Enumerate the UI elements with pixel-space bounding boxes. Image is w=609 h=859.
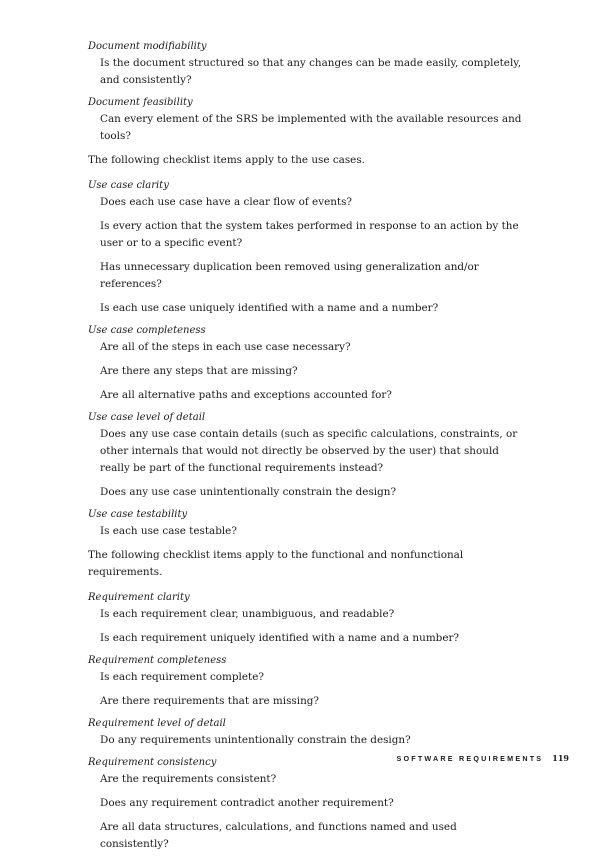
section-heading: Document feasibility	[88, 97, 193, 108]
section-heading: Use case level of detail	[88, 412, 206, 423]
checklist-item: Is every action that the system takes performed in response to an action by the user or to a specific event?	[100, 220, 519, 249]
section-heading: Requirement consistency	[88, 757, 217, 768]
page-footer	[0, 748, 569, 766]
section-heading: Use case completeness	[88, 325, 206, 336]
checklist-item: Does each use case have a clear flow of events?	[100, 196, 352, 208]
checklist-item: Does any use case contain details (such as specific calculations, constraints, or other internals that would not directly be observed by the user) that should really be part of the functional requirements instead?	[100, 428, 518, 474]
running-title: SOFTWARE REQUIREMENTS	[396, 754, 544, 763]
section-heading: Requirement completeness	[88, 655, 227, 666]
section-heading: Use case testability	[88, 509, 188, 520]
checklist-item: Are all of the steps in each use case necessary?	[100, 341, 351, 353]
page-number: 119	[552, 753, 569, 763]
checklist-item: Has unnecessary duplication been removed using generalization and/or references?	[100, 261, 479, 290]
checklist-item: Does any use case unintentionally constrain the design?	[100, 486, 397, 498]
checklist-item: Are there requirements that are missing?	[100, 695, 319, 707]
checklist-section	[88, 40, 528, 89]
intro-paragraph: The following checklist items apply to the use cases.	[88, 154, 365, 166]
page-content	[88, 40, 528, 859]
checklist-item: Are all alternative paths and exceptions accounted for?	[100, 389, 392, 401]
checklist-item: Is the document structured so that any changes can be made easily, completely, and consistently?	[100, 57, 522, 86]
checklist-section	[88, 179, 528, 317]
checklist-section	[88, 654, 528, 710]
section-heading: Requirement level of detail	[88, 718, 226, 729]
checklist-section	[88, 756, 528, 853]
section-heading: Requirement clarity	[88, 592, 190, 603]
checklist-item: Are all data structures, calculations, and functions named and used consistently?	[100, 821, 457, 850]
checklist-section	[88, 96, 528, 145]
checklist-section	[88, 324, 528, 404]
checklist-item: Does any requirement contradict another requirement?	[100, 797, 394, 809]
checklist-item: Is each use case testable?	[100, 525, 237, 537]
section-heading: Document modifiability	[88, 41, 207, 52]
checklist-section	[88, 591, 528, 647]
checklist-item: Is each use case uniquely identified with a name and a number?	[100, 302, 439, 314]
checklist-item: Is each requirement complete?	[100, 671, 264, 683]
intro-paragraph: The following checklist items apply to the functional and nonfunctional requirements.	[88, 549, 464, 578]
checklist-section	[88, 411, 528, 501]
checklist-item: Can every element of the SRS be implemented with the available resources and tools?	[100, 113, 522, 142]
checklist-item: Is each requirement uniquely identified with a name and a number?	[100, 632, 460, 644]
checklist-item: Is each requirement clear, unambiguous, and readable?	[100, 608, 395, 620]
checklist-section	[88, 508, 528, 540]
checklist-item: Are the requirements consistent?	[100, 773, 277, 785]
checklist-section	[88, 717, 528, 749]
checklist-item: Are there any steps that are missing?	[100, 365, 298, 377]
section-heading: Use case clarity	[88, 180, 169, 191]
checklist-item: Do any requirements unintentionally constrain the design?	[100, 734, 411, 746]
